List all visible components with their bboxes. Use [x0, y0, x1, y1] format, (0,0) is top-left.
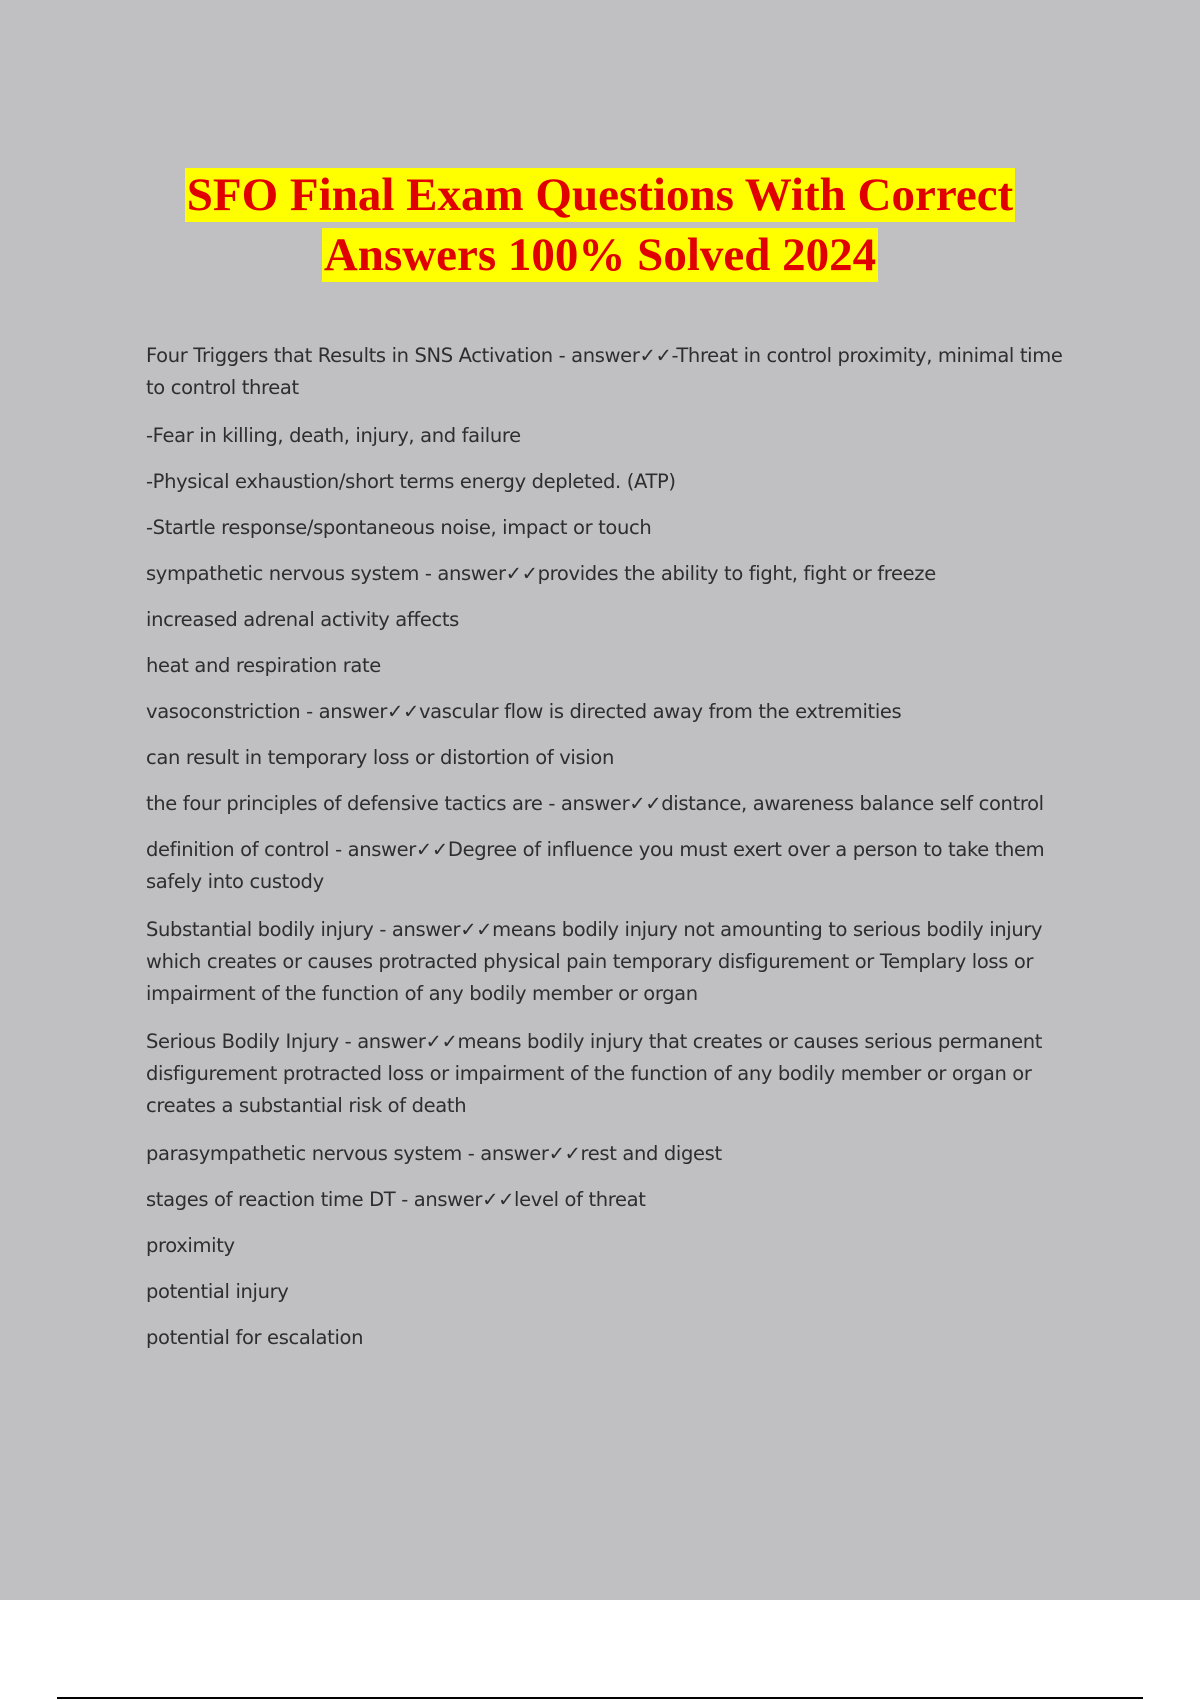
paragraph: Four Triggers that Results in SNS Activation - answer✓✓-Threat in control proximity, minimal time to control threat: [146, 344, 1063, 399]
paragraph: definition of control - answer✓✓Degree of influence you must exert over a person to take them safely into custody: [146, 838, 1045, 893]
title-line-2: Answers 100% Solved 2024: [323, 229, 877, 281]
paragraph: -Fear in killing, death, injury, and failure: [146, 424, 521, 447]
paragraph: parasympathetic nervous system - answer✓✓rest and digest: [146, 1142, 722, 1165]
paragraph: the four principles of defensive tactics are - answer✓✓distance, awareness balance self control: [146, 792, 1044, 815]
paragraph: sympathetic nervous system - answer✓✓provides the ability to fight, fight or freeze: [146, 562, 936, 585]
paragraph: vasoconstriction - answer✓✓vascular flow is directed away from the extremities: [146, 700, 902, 723]
paragraph: potential for escalation: [146, 1326, 364, 1349]
paragraph: stages of reaction time DT - answer✓✓level of threat: [146, 1188, 646, 1211]
footer-divider: [57, 1697, 1143, 1699]
paragraph: -Startle response/spontaneous noise, impact or touch: [146, 516, 652, 539]
paragraph: proximity: [146, 1234, 235, 1257]
paragraph: potential injury: [146, 1280, 289, 1303]
paragraph: Serious Bodily Injury - answer✓✓means bodily injury that creates or causes serious permanent disfigurement protracted loss or impairment of the function of any bodily member or organ or creates a substantial risk of death: [146, 1030, 1043, 1117]
paragraph: increased adrenal activity affects: [146, 608, 459, 631]
paragraph: Substantial bodily injury - answer✓✓means bodily injury not amounting to serious bodily injury which creates or causes protracted physical pain temporary disfigurement or Templary loss or impairment of the function of any bodily member or organ: [146, 918, 1043, 1005]
paragraph: can result in temporary loss or distortion of vision: [146, 746, 614, 769]
paragraph: heat and respiration rate: [146, 654, 381, 677]
document-body: [146, 340, 1086, 1368]
title-line-1: SFO Final Exam Questions With Correct: [186, 169, 1014, 221]
document-title: [0, 168, 1200, 282]
paragraph: -Physical exhaustion/short terms energy depleted. (ATP): [146, 470, 676, 493]
